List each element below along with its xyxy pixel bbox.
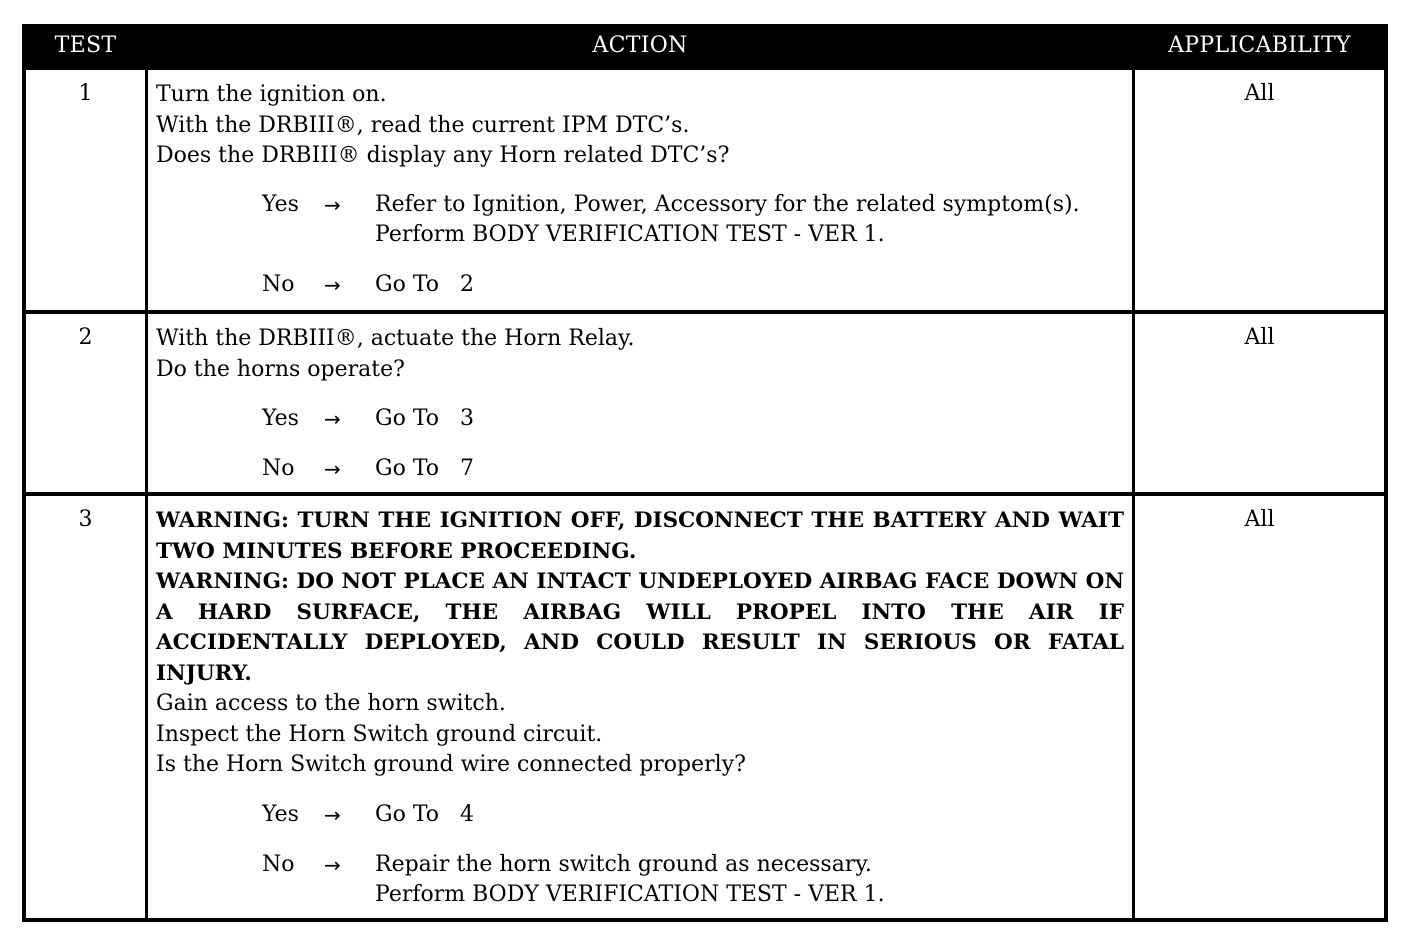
header-action: ACTION: [592, 33, 688, 58]
yes-label: Yes: [262, 191, 299, 217]
yes-label: Yes: [262, 801, 299, 827]
arrow-right-icon: →: [324, 272, 341, 297]
no-branch: [156, 270, 1124, 300]
no-result: Go To 7: [375, 456, 474, 481]
diagnostic-table: [22, 24, 1388, 922]
no-branch: [156, 850, 1124, 880]
no-label: No: [262, 271, 295, 297]
arrow-right-icon: →: [324, 407, 341, 431]
test-number: 2: [78, 325, 93, 350]
action-line: With the DRBIII®, read the current IPM DTC’s.: [156, 112, 690, 138]
no-label: No: [262, 851, 295, 877]
no-result: Go To 2: [375, 271, 474, 297]
applicability-value: All: [1244, 507, 1275, 532]
action-cell: [148, 496, 1132, 918]
arrow-right-icon: →: [324, 192, 341, 217]
yes-label: Yes: [262, 406, 299, 431]
yes-branch: [156, 800, 1124, 830]
no-result-2: Perform BODY VERIFICATION TEST - VER 1.: [375, 881, 885, 907]
arrow-right-icon: →: [324, 852, 341, 877]
arrow-right-icon: →: [324, 802, 341, 827]
action-line: Does the DRBIII® display any Horn related DTC’s?: [156, 143, 730, 168]
warning-text: WARNING: DO NOT PLACE AN INTACT UNDEPLOYED AIRBAG FACE DOWN ON A HARD SURFACE, THE AIRBAG WILL PROPEL INTO THE AIR IF ACCIDENTALLY DEPLOYED, AND COULD RESULT IN SERIOUS OR FATAL INJURY.: [156, 569, 1124, 686]
arrow-right-icon: →: [324, 457, 341, 481]
yes-branch: [156, 404, 1124, 434]
action-cell: [148, 314, 1132, 492]
applicability-value: All: [1244, 81, 1275, 106]
header-test: TEST: [54, 33, 117, 58]
action-line: Turn the ignition on.: [156, 82, 387, 107]
header-applicability: APPLICABILITY: [1168, 33, 1351, 58]
table-row: [26, 496, 1384, 918]
table-row: [26, 70, 1384, 310]
no-label: No: [262, 456, 295, 481]
yes-branch: [156, 190, 1124, 220]
test-number: 1: [78, 81, 93, 106]
action-line: With the DRBIII®, actuate the Horn Relay.: [156, 326, 635, 351]
yes-result: Refer to Ignition, Power, Accessory for the related symptom(s).: [375, 191, 1080, 217]
action-line: Gain access to the horn switch.: [156, 691, 506, 716]
no-result: Repair the horn switch ground as necessary.: [375, 851, 872, 877]
table-row: [26, 314, 1384, 492]
table-header: [26, 28, 1384, 66]
yes-result: Go To 3: [375, 406, 474, 431]
yes-result: Go To 4: [375, 801, 474, 827]
action-line: Do the horns operate?: [156, 356, 405, 382]
no-branch: [156, 454, 1124, 484]
yes-result-2: Perform BODY VERIFICATION TEST - VER 1.: [375, 221, 885, 247]
test-number: 3: [78, 507, 93, 532]
action-line: Is the Horn Switch ground wire connected properly?: [156, 752, 746, 777]
applicability-value: All: [1244, 325, 1275, 350]
action-line: Inspect the Horn Switch ground circuit.: [156, 721, 603, 747]
action-cell: [148, 70, 1132, 310]
warning-text: WARNING: TURN THE IGNITION OFF, DISCONNECT THE BATTERY AND WAIT TWO MINUTES BEFORE PROCEEDING.: [156, 508, 1124, 564]
